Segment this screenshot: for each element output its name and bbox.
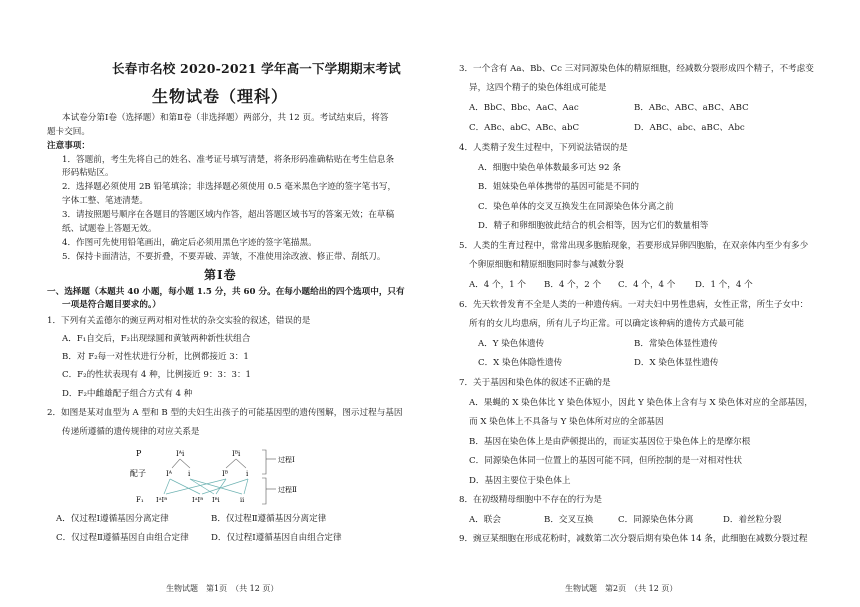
question-5-stem: 个卵原细胞和精原细胞同时参与减数分裂 [469, 260, 624, 270]
question-3-option-c: C．ABc、abC、ABc、abC [469, 123, 580, 133]
question-5-option-c: C．4 个，4 个 [618, 280, 676, 290]
diagram-line [226, 459, 236, 468]
diagram-offspring: IᴬIᴮ [156, 496, 168, 504]
diagram-offspring: Iᴮi [212, 496, 220, 504]
question-8-option-b: B．交叉互换 [544, 515, 594, 525]
question-1-option-b: B．对 F₂每一对性状进行分析，比例都接近 3：1 [62, 352, 249, 362]
question-2-option-c: C．仅过程Ⅱ遵循基因自由组合定律 [56, 533, 189, 543]
question-8-option-c: C．同源染色体分离 [618, 515, 694, 525]
question-3-option-a: A．BbC、Bbc、AaC、Aac [469, 103, 579, 113]
intro-line-1: 本试卷分第Ⅰ卷（选择题）和第Ⅱ卷（非选择题）两部分，共 12 页。考试结束后，将答 [62, 113, 389, 123]
notice-line: 3．请按照题号顺序在各题目的答题区域内作答，超出答题区域书写的答案无效；在草稿 [62, 210, 395, 220]
question-1-option-c: C．F₂的性状表现有 4 种，比例接近 9：3：3：1 [62, 370, 252, 380]
question-8-option-d: D．着丝粒分裂 [723, 515, 782, 525]
diagram-line [180, 459, 190, 468]
question-6-stem: 所有的女儿均患病，所有儿子均正常。可以确定该种病的遗传方式最可能 [469, 319, 745, 329]
question-2-option-a: A．仅过程Ⅰ遵循基因分离定律 [56, 514, 169, 524]
diagram-gamete: i [188, 470, 191, 478]
question-5-option-d: D．1 个，4 个 [695, 280, 753, 290]
question-5-option-a: A．4 个，1 个 [469, 280, 526, 290]
question-2-option-b: B．仅过程Ⅱ遵循基因分离定律 [211, 514, 327, 524]
question-6-option-d: D．X 染色体显性遗传 [634, 358, 719, 368]
question-4-option-d: D．精子和卵细胞彼此结合的机会相等，因为它们的数量相等 [478, 221, 709, 231]
part-heading: 一、选择题（本题共 40 小题，每小题 1.5 分，共 60 分。在每小题给出的四个选项中，只有 [47, 287, 405, 297]
question-7-option-b: B．基因在染色体上是由萨顿提出的，而证实基因位于染色体上的是摩尔根 [469, 437, 751, 447]
question-5-option-b: B．4 个，2 个 [544, 280, 602, 290]
diagram-line [236, 459, 246, 468]
diagram-gamete: Iᴬ [166, 470, 172, 478]
question-5-stem: 5．人类的生育过程中，常常出现多胞胎现象，若要形成异卵四胞胎，在双亲体内至少有多少 [459, 241, 809, 251]
diagram-offspring: ii [240, 496, 245, 504]
question-4-option-b: B．姐妹染色单体携带的基因可能是不同的 [478, 182, 640, 192]
section-title: 第Ⅰ卷 [204, 268, 237, 282]
notice-heading: 注意事项： [47, 141, 90, 151]
diagram-offspring: IᴬIᴮ [192, 496, 204, 504]
part-heading: 一项是符合题目要求的。） [62, 300, 161, 310]
diagram-gamete: Iᴮ [222, 470, 229, 478]
notice-line: 5．保持卡面清洁，不要折叠，不要弄破、弄皱，不准使用涂改液、修正带、刮纸刀。 [62, 252, 386, 262]
question-7-option-a-cont: 而 X 染色体上不具备与 Y 染色体所对应的全部基因 [469, 417, 664, 427]
question-7-option-d: D．基因主要位于染色体上 [469, 476, 571, 486]
question-6-option-a: A．Y 染色体遗传 [478, 339, 545, 349]
diagram-row-f1: F₁ [136, 496, 144, 504]
question-4-option-a: A．细胞中染色单体数最多可达 92 条 [478, 163, 621, 173]
question-3-option-b: B．ABc、ABC、aBC、ABC [634, 103, 749, 113]
question-7-option-a: A．果蝇的 X 染色体比 Y 染色体短小，因此 Y 染色体上含有与 X 染色体对应的全部基因， [469, 398, 813, 408]
diagram-bracket [262, 478, 266, 504]
diagram-label-process-1: 过程Ⅰ [278, 456, 295, 464]
exam-title: 长春市名校 2020-2021 学年高一下学期期末考试 [112, 61, 401, 76]
notice-line: 4．作图可先使用铅笔画出，确定后必须用黑色字迹的签字笔描黑。 [62, 238, 317, 248]
question-4-stem: 4．人类精子发生过程中，下列说法错误的是 [459, 143, 628, 153]
notice-line: 纸、试题卷上答题无效。 [62, 224, 157, 234]
diagram-label-process-2: 过程Ⅱ [278, 486, 297, 494]
question-6-option-b: B．常染色体显性遗传 [634, 339, 718, 349]
question-3-option-d: D．ABC、abc、aBC、Abc [634, 123, 745, 133]
diagram-line [172, 459, 180, 468]
inheritance-diagram [130, 444, 310, 508]
page-2 [430, 0, 860, 607]
diagram-row-gamete: 配子 [130, 469, 146, 478]
question-1-stem: 1．下列有关孟德尔的豌豆两对相对性状的杂交实验的叙述，错误的是 [47, 316, 311, 326]
question-9-stem: 9．豌豆某细胞在形成花粉时，减数第二次分裂后期有染色体 14 条，此细胞在减数分裂过程 [459, 534, 808, 544]
notice-line: 2．选择题必须使用 2B 铅笔填涂；非选择题必须使用 0.5 毫米黑色字迹的签字笔书写， [62, 182, 397, 192]
question-7-option-c: C．同源染色体同一位置上的基因可能不同，但所控制的是一对相对性状 [469, 456, 742, 466]
question-4-option-c: C．染色单体的交叉互换发生在同源染色体分离之前 [478, 202, 674, 212]
exam-subtitle: 生物试卷（理科） [152, 87, 289, 106]
question-2-option-d: D．仅过程Ⅰ遵循基因自由组合定律 [211, 533, 342, 543]
diagram-parent-gene: Iᴮi [232, 450, 241, 458]
diagram-parent-gene: Iᴬi [176, 450, 185, 458]
question-6-option-c: C．X 染色体隐性遗传 [478, 358, 563, 368]
question-1-option-a: A．F₁自交后，F₂出现绿圆和黄皱两种新性状组合 [62, 334, 251, 344]
question-2-stem: 2．如图是某对血型为 A 型和 B 型的夫妇生出孩子的可能基因型的遗传图解，图示过程与基因 [47, 408, 403, 418]
notice-line: 字体工整、笔迹清楚。 [62, 196, 148, 206]
notice-line: 1．答题前，考生先将自己的姓名、准考证号填写清楚，将条形码准确粘贴在考生信息条 [62, 155, 395, 165]
question-6-stem: 6．先天软骨发育不全是人类的一种遗传病。一对夫妇中男性患病，女性正常，所生子女中： [459, 300, 809, 310]
diagram-gamete: i [246, 470, 249, 478]
intro-line-2: 题卡交回。 [47, 127, 90, 137]
diagram-cross-lines [164, 479, 248, 494]
question-2-stem: 传递所遵循的遗传规律的对应关系是 [62, 427, 200, 437]
question-8-option-a: A．联会 [469, 515, 501, 525]
question-1-option-d: D．F₂中雌雄配子组合方式有 4 种 [62, 389, 193, 399]
question-7-stem: 7．关于基因和染色体的叙述不正确的是 [459, 378, 611, 388]
question-8-stem: 8．在初级精母细胞中不存在的行为是 [459, 495, 602, 505]
question-3-stem: 3．一个含有 Aa、Bb、Cc 三对同源染色体的精原细胞，经减数分裂形成四个精子，不考虑变 [459, 64, 814, 74]
diagram-row-p: P [136, 449, 142, 458]
diagram-bracket [262, 450, 266, 474]
question-3-stem: 异，这四个精子的染色体组成可能是 [469, 83, 607, 93]
page-footer: 生物试题 第1页 （共 12 页） [166, 584, 279, 593]
notice-line: 形码粘贴区。 [62, 168, 114, 178]
page-footer: 生物试题 第2页 （共 12 页） [565, 584, 678, 593]
